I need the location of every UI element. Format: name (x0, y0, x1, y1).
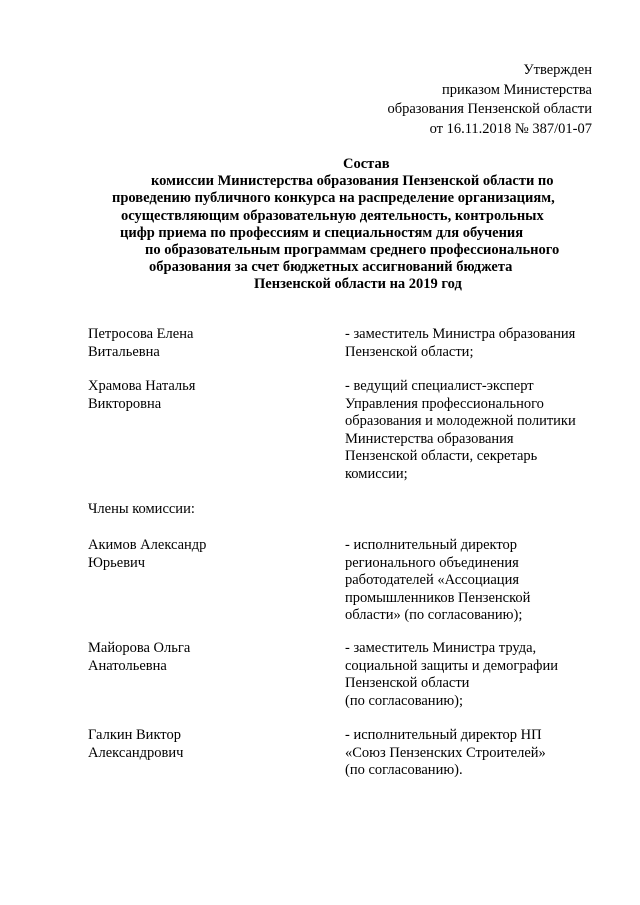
person-name (88, 326, 328, 361)
name-line: Александрович (88, 744, 184, 761)
name-line: Майорова Ольга (88, 640, 191, 656)
document-title (100, 156, 620, 294)
role-line: (по согласованию); (345, 692, 464, 709)
approval-line: образования Пензенской области (387, 101, 592, 117)
title-line: по образовательным программам среднего профессионального (145, 242, 560, 259)
person-name (88, 378, 328, 413)
title-line: Пензенской области на 2019 год (254, 276, 462, 293)
role-line: - ведущий специалист-эксперт (345, 378, 534, 394)
approval-line: от 16.11.2018 № 387/01-07 (429, 120, 592, 137)
approval-line: Утвержден (523, 62, 592, 78)
person-name (88, 640, 328, 675)
title-line: комиссии Министерства образования Пензенской области по (151, 173, 554, 190)
role-line: Пензенской области (345, 675, 470, 692)
role-line: социальной защиты и демографии (345, 657, 558, 674)
role-line: комиссии; (345, 465, 408, 482)
role-line: - заместитель Министра образования (345, 326, 576, 342)
name-line: Юрьевич (88, 554, 146, 571)
role-line: (по согласованию). (345, 762, 463, 779)
name-line: Галкин Виктор (88, 727, 181, 743)
role-line: образования и молодежной политики (345, 413, 576, 430)
role-line: Управления профессионального (345, 395, 544, 412)
title-line: образования за счет бюджетных ассигнований бюджета (149, 259, 513, 276)
role-line: «Союз Пензенских Строителей» (345, 744, 546, 761)
role-line: - исполнительный директор НП (345, 727, 542, 743)
name-line: Витальевна (88, 343, 160, 360)
person-role (345, 727, 615, 780)
role-line: Министерства образования (345, 430, 514, 447)
name-line: Акимов Александр (88, 537, 207, 553)
title-line: проведению публичного конкурса на распределение организациям, (112, 190, 555, 207)
name-line: Петросова Елена (88, 326, 194, 342)
role-line: - исполнительный директор (345, 537, 518, 553)
approval-stamp (292, 61, 592, 139)
members-heading: Члены комиссии: (88, 501, 195, 517)
person-name (88, 537, 328, 572)
role-line: работодателей «Ассоциация (345, 572, 519, 589)
role-line: Пензенской области; (345, 343, 474, 360)
title-line: осуществляющим образовательную деятельность, контрольных (121, 207, 544, 224)
title-heading: Состав (343, 156, 390, 172)
person-role (345, 537, 615, 625)
approval-line: приказом Министерства (442, 81, 592, 98)
role-line: регионального объединения (345, 554, 519, 571)
person-role (345, 378, 615, 484)
name-line: Храмова Наталья (88, 378, 196, 394)
role-line: области» (по согласованию); (345, 607, 523, 624)
person-role (345, 326, 615, 361)
role-line: - заместитель Министра труда, (345, 640, 537, 656)
person-role (345, 640, 615, 710)
title-line: цифр приема по профессиям и специальностям для обучения (120, 224, 524, 241)
role-line: Пензенской области, секретарь (345, 448, 538, 465)
role-line: промышленников Пензенской (345, 589, 531, 606)
name-line: Анатольевна (88, 657, 167, 674)
person-name (88, 727, 328, 762)
name-line: Викторовна (88, 395, 162, 412)
